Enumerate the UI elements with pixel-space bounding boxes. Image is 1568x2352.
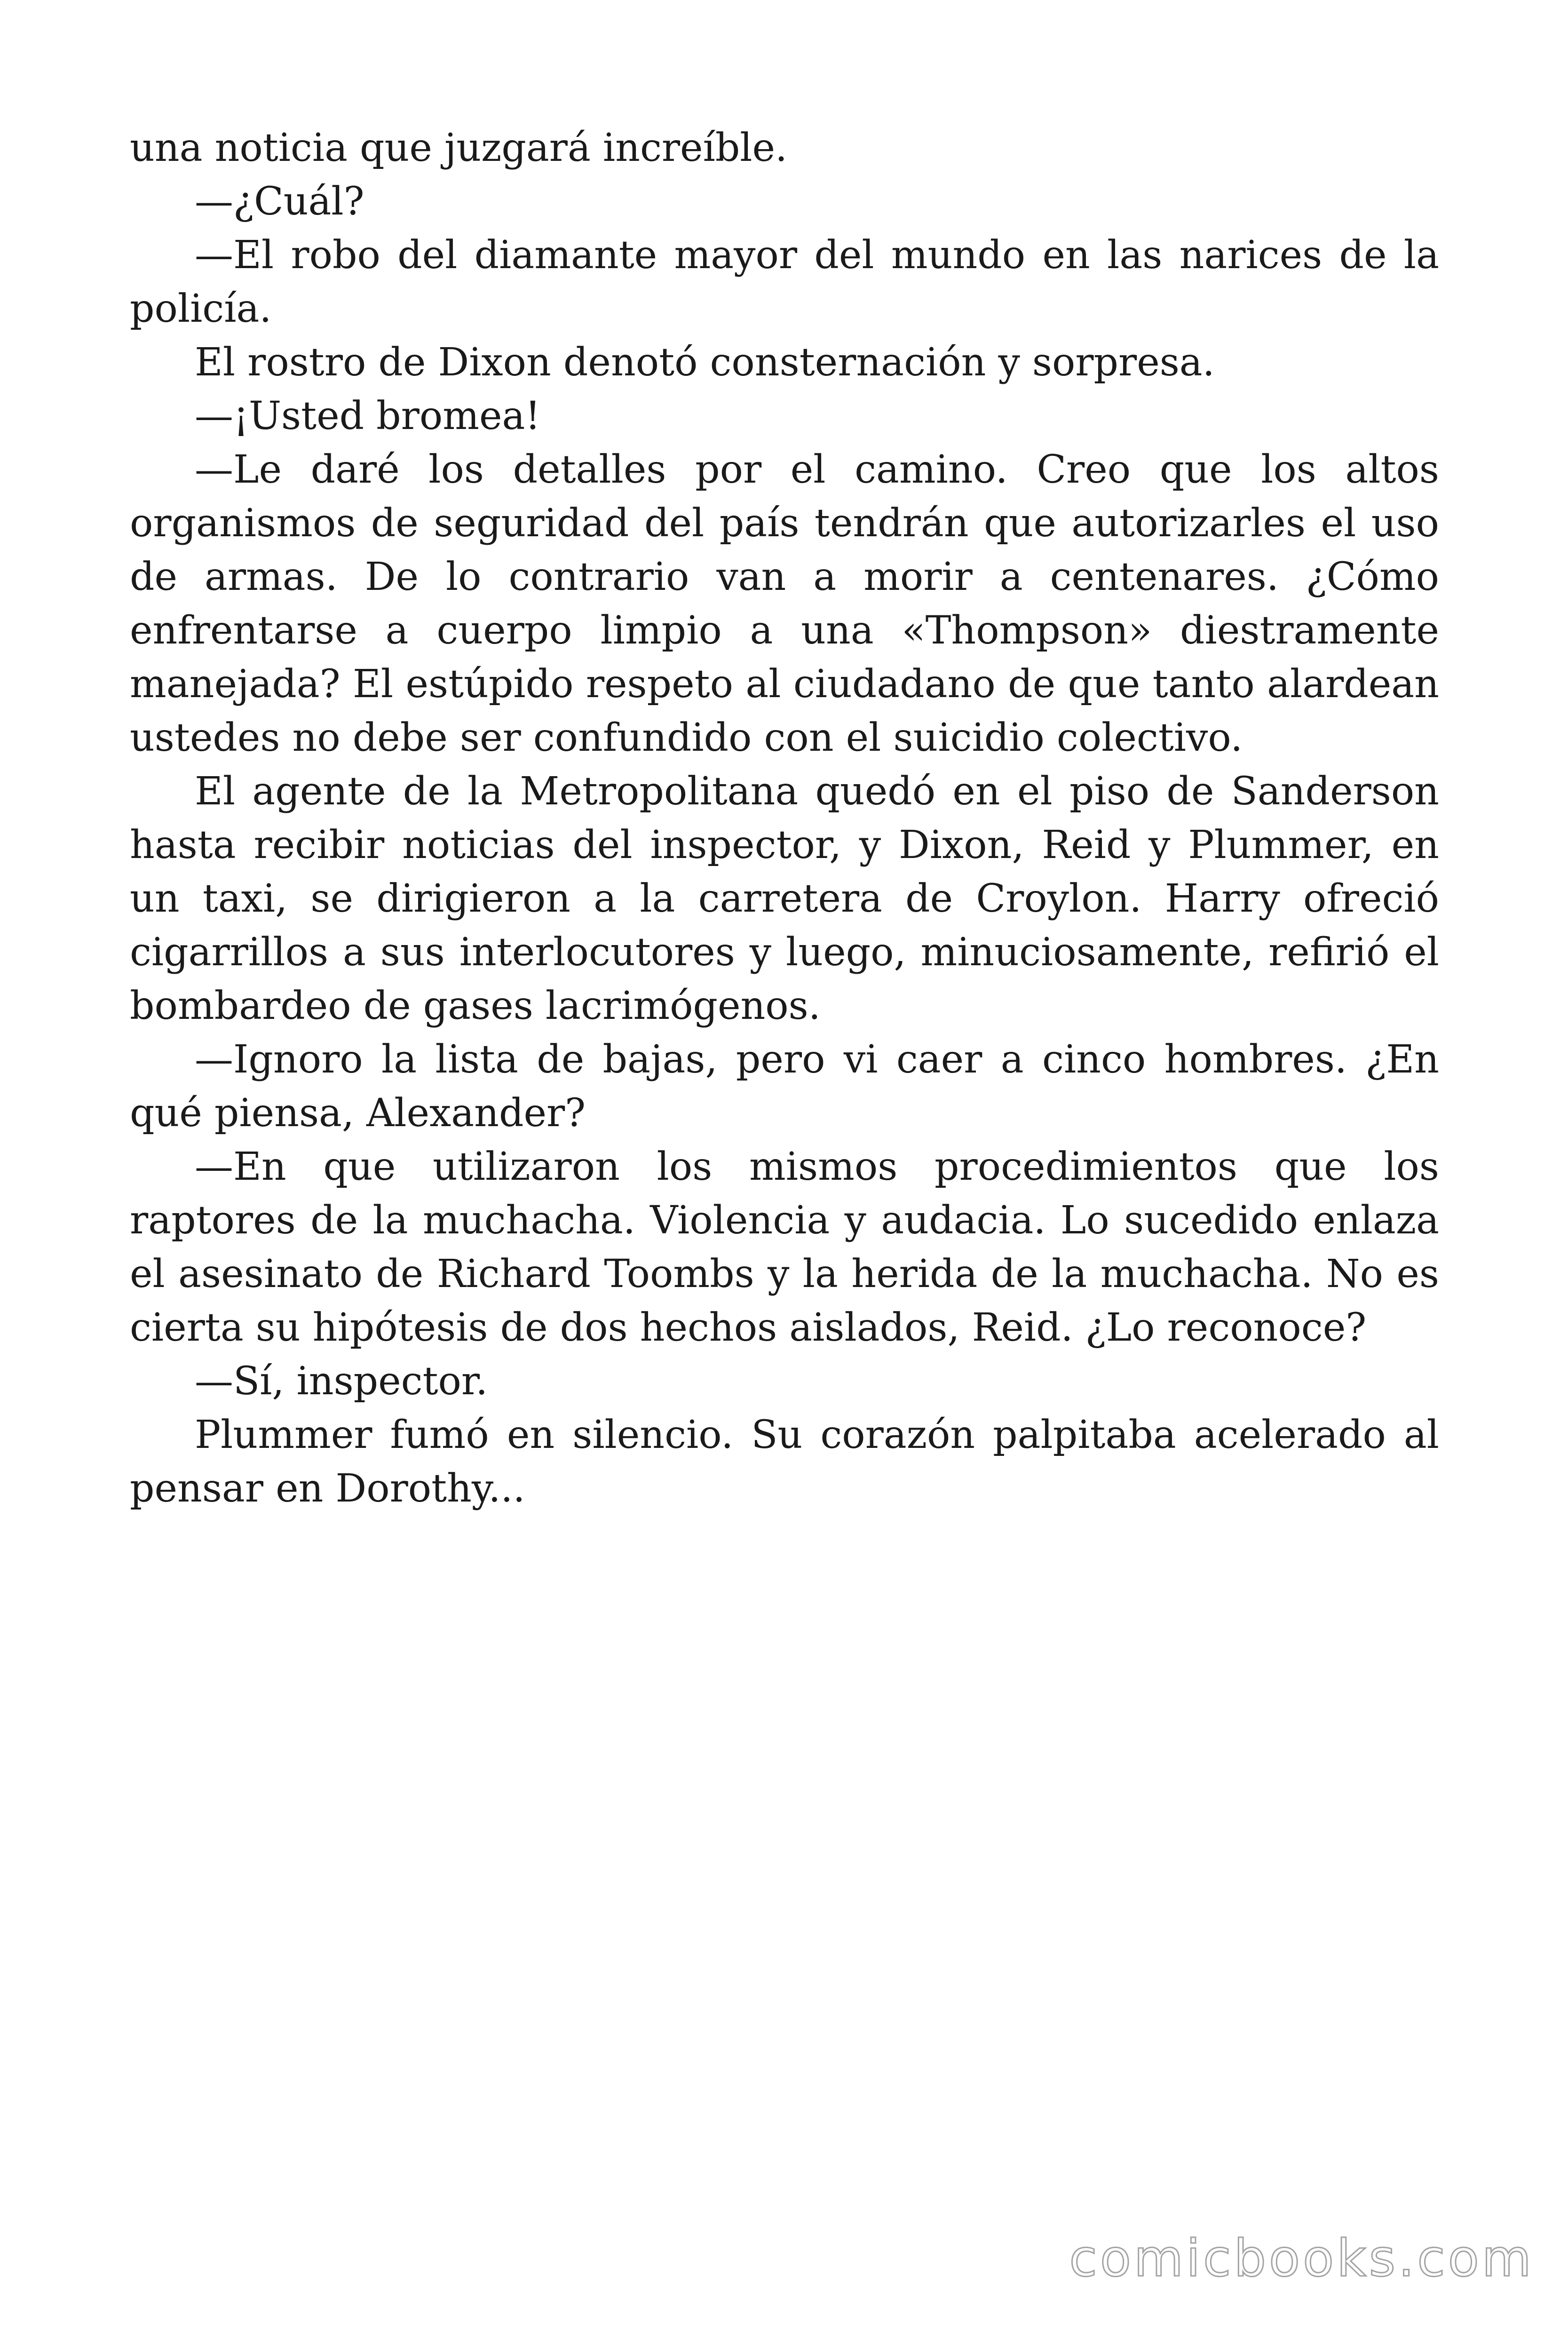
- paragraph: —¡Usted bromea!: [195, 394, 541, 438]
- paragraph: El agente de la Metropolitana quedó en el piso de Sanderson hasta recibir noticias del inspector, y Dixon, Reid y Plummer, en un taxi, se dirigieron a la carretera de Croylon. Harry ofreció cigarrillos a sus interlocutores y luego, minuciosamente, refirió el bombardeo de gases lacrimógenos.: [130, 769, 1439, 1028]
- paragraph: —Sí, inspector.: [195, 1359, 488, 1404]
- paragraph: —¿Cuál?: [195, 179, 364, 224]
- paragraph: —Ignoro la lista de bajas, pero vi caer a cinco hombres. ¿En qué piensa, Alexander?: [130, 1037, 1439, 1136]
- paragraph: una noticia que juzgará increíble.: [130, 126, 788, 170]
- paragraph: Plummer fumó en silencio. Su corazón palpitaba acelerado al pensar en Dorothy...: [130, 1413, 1439, 1511]
- paragraph: —En que utilizaron los mismos procedimientos que los raptores de la muchacha. Violencia y audacia. Lo sucedido enlaza el asesinato de Richard Toombs y la herida de la muchacha. No es cierta su hipótesis de dos hechos aislados, Reid. ¿Lo reconoce?: [130, 1144, 1439, 1350]
- paragraph: —Le daré los detalles por el camino. Creo que los altos organismos de seguridad del país tendrán que autorizarles el uso de armas. De lo contrario van a morir a centenares. ¿Cómo enfrentarse a cuerpo limpio a una «Thompson» diestramente manejada? El estúpido respeto al ciudadano de que tanto alardean ustedes no debe ser confundido con el suicidio colectivo.: [130, 447, 1439, 760]
- paragraph: —El robo del diamante mayor del mundo en las narices de la policía.: [130, 233, 1439, 331]
- watermark: comicbooks.com: [1069, 2229, 1534, 2288]
- page-body: [130, 121, 1439, 1516]
- paragraph: El rostro de Dixon denotó consternación y sorpresa.: [195, 340, 1215, 385]
